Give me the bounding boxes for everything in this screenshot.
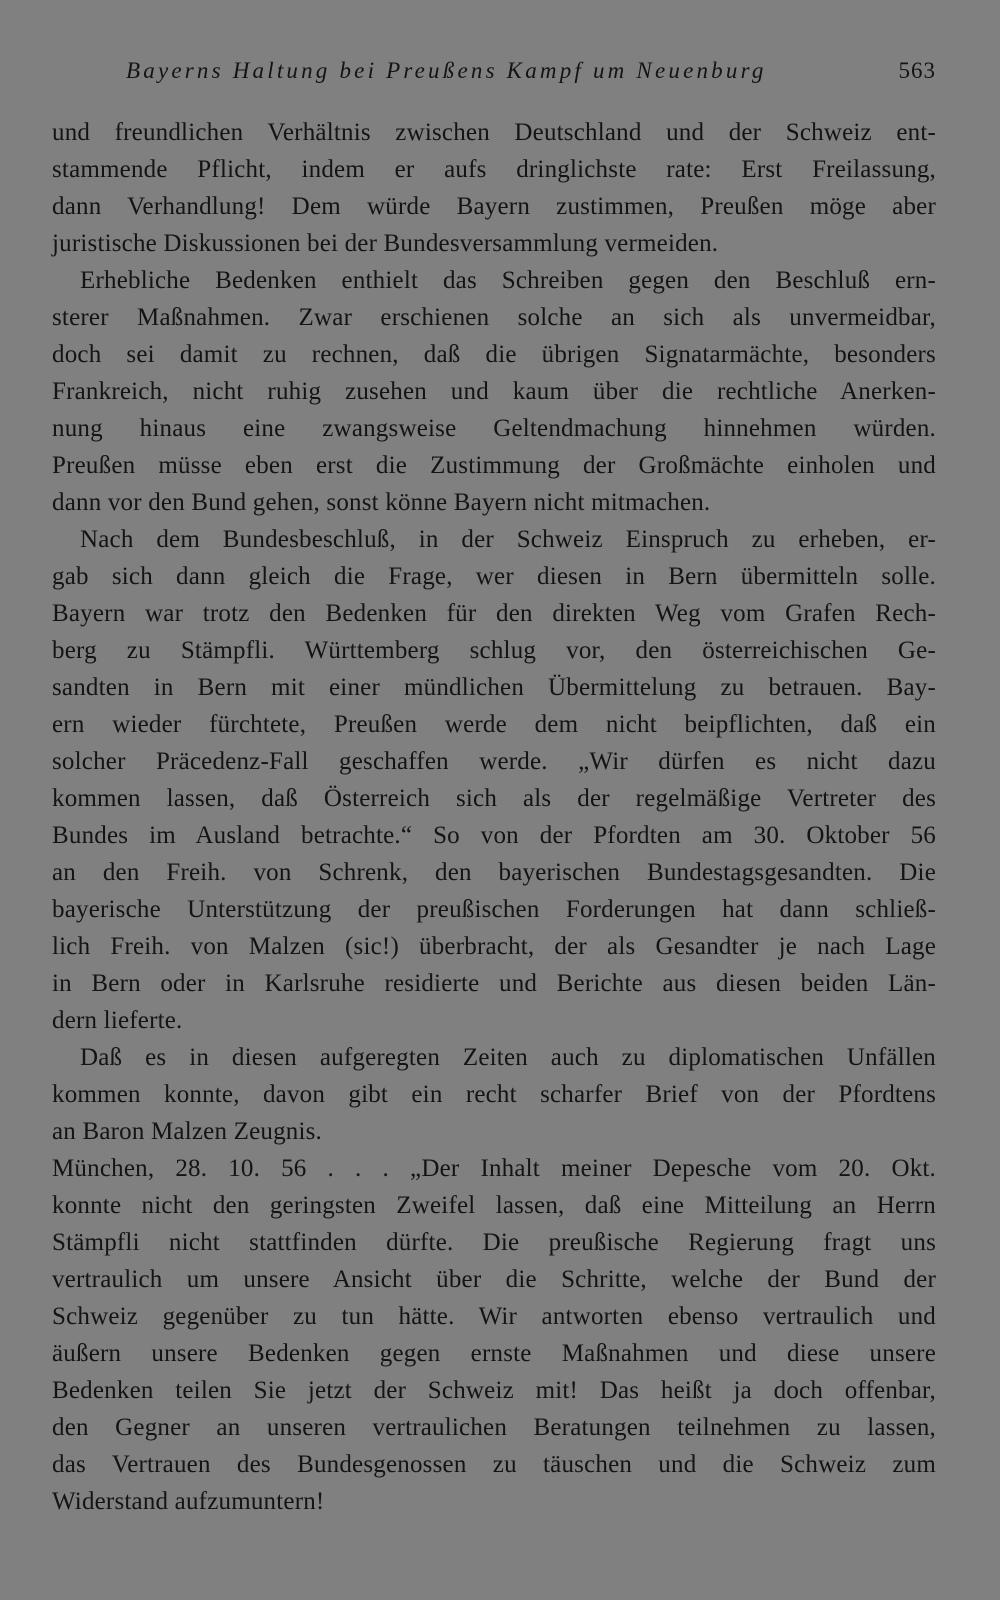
- paragraph: [52, 262, 936, 521]
- running-head: [126, 58, 936, 92]
- text-line: den Gegner an unseren vertraulichen Beratungen teilnehmen zu lassen,: [52, 1414, 936, 1441]
- text-line: konnte nicht den geringsten Zweifel lassen, daß eine Mitteilung an Herrn: [52, 1192, 936, 1219]
- text-line: berg zu Stämpfli. Württemberg schlug vor, den österreichischen Ge-: [52, 637, 936, 664]
- text-line: juristische Diskussionen bei der Bundesversammlung vermeiden.: [52, 230, 719, 257]
- text-line: dann Verhandlung! Dem würde Bayern zustimmen, Preußen möge aber: [52, 193, 936, 220]
- paragraph: [52, 114, 936, 262]
- text-line: äußern unsere Bedenken gegen ernste Maßnahmen und diese unsere: [52, 1340, 936, 1367]
- text-line: lich Freih. von Malzen (sic!) überbracht, der als Gesandter je nach Lage: [52, 933, 936, 960]
- text-line: dann vor den Bund gehen, sonst könne Bayern nicht mitmachen.: [52, 489, 711, 516]
- text-line: an Baron Malzen Zeugnis.: [52, 1118, 322, 1145]
- text-line: Bundes im Ausland betrachte.“ So von der Pfordten am 30. Oktober 56: [52, 822, 936, 849]
- paragraph: [52, 1039, 936, 1150]
- text-line: Nach dem Bundesbeschluß, in der Schweiz Einspruch zu erheben, er-: [80, 526, 936, 553]
- page-number: 563: [898, 58, 936, 83]
- text-line: Frankreich, nicht ruhig zusehen und kaum über die rechtliche Anerken-: [52, 378, 936, 405]
- text-line: Widerstand aufzumuntern!: [52, 1488, 325, 1515]
- text-line: Schweiz gegenüber zu tun hätte. Wir antworten ebenso vertraulich und: [52, 1303, 936, 1330]
- text-line: kommen lassen, daß Österreich sich als der regelmäßige Vertreter des: [52, 785, 936, 812]
- text-line: ern wieder fürchtete, Preußen werde dem nicht beipflichten, daß ein: [52, 711, 936, 738]
- text-line: vertraulich um unsere Ansicht über die Schritte, welche der Bund der: [52, 1266, 936, 1293]
- paragraph: [52, 521, 936, 1039]
- text-line: Erhebliche Bedenken enthielt das Schreiben gegen den Beschluß ern-: [80, 267, 936, 294]
- text-line: Bedenken teilen Sie jetzt der Schweiz mit! Das heißt ja doch offenbar,: [52, 1377, 936, 1404]
- text-line: München, 28. 10. 56 . . . „Der Inhalt meiner Depesche vom 20. Okt.: [52, 1155, 936, 1182]
- text-line: sterer Maßnahmen. Zwar erschienen solche an sich als unvermeidbar,: [52, 304, 936, 331]
- text-line: kommen konnte, davon gibt ein recht scharfer Brief von der Pfordtens: [52, 1081, 936, 1108]
- text-line: Stämpfli nicht stattfinden dürfte. Die preußische Regierung fragt uns: [52, 1229, 936, 1256]
- text-line: das Vertrauen des Bundesgenossen zu täuschen und die Schweiz zum: [52, 1451, 936, 1478]
- text-line: doch sei damit zu rechnen, daß die übrigen Signatarmächte, besonders: [52, 341, 936, 368]
- text-line: gab sich dann gleich die Frage, wer diesen in Bern übermitteln solle.: [52, 563, 936, 590]
- text-line: solcher Präcedenz-Fall geschaffen werde. „Wir dürfen es nicht dazu: [52, 748, 936, 775]
- text-line: Daß es in diesen aufgeregten Zeiten auch zu diplomatischen Unfällen: [80, 1044, 936, 1071]
- text-line: nung hinaus eine zwangsweise Geltendmachung hinnehmen würden.: [52, 415, 936, 442]
- text-line: stammende Pflicht, indem er aufs dringlichste rate: Erst Freilassung,: [52, 156, 936, 183]
- running-title: Bayerns Haltung bei Preußens Kampf um Neuenburg: [126, 58, 767, 83]
- text-line: an den Freih. von Schrenk, den bayerischen Bundestagsgesandten. Die: [52, 859, 936, 886]
- text-line: sandten in Bern mit einer mündlichen Übermittelung zu betrauen. Bay-: [52, 674, 936, 701]
- text-line: Bayern war trotz den Bedenken für den direkten Weg vom Grafen Rech-: [52, 600, 936, 627]
- text-line: bayerische Unterstützung der preußischen Forderungen hat dann schließ-: [52, 896, 936, 923]
- text-line: und freundlichen Verhältnis zwischen Deutschland und der Schweiz ent-: [52, 119, 936, 146]
- text-line: dern lieferte.: [52, 1007, 183, 1034]
- body-text: [52, 114, 936, 1520]
- text-line: Preußen müsse eben erst die Zustimmung der Großmächte einholen und: [52, 452, 936, 479]
- text-line: in Bern oder in Karlsruhe residierte und Berichte aus diesen beiden Län-: [52, 970, 936, 997]
- paragraph-letter-quote: [52, 1150, 936, 1520]
